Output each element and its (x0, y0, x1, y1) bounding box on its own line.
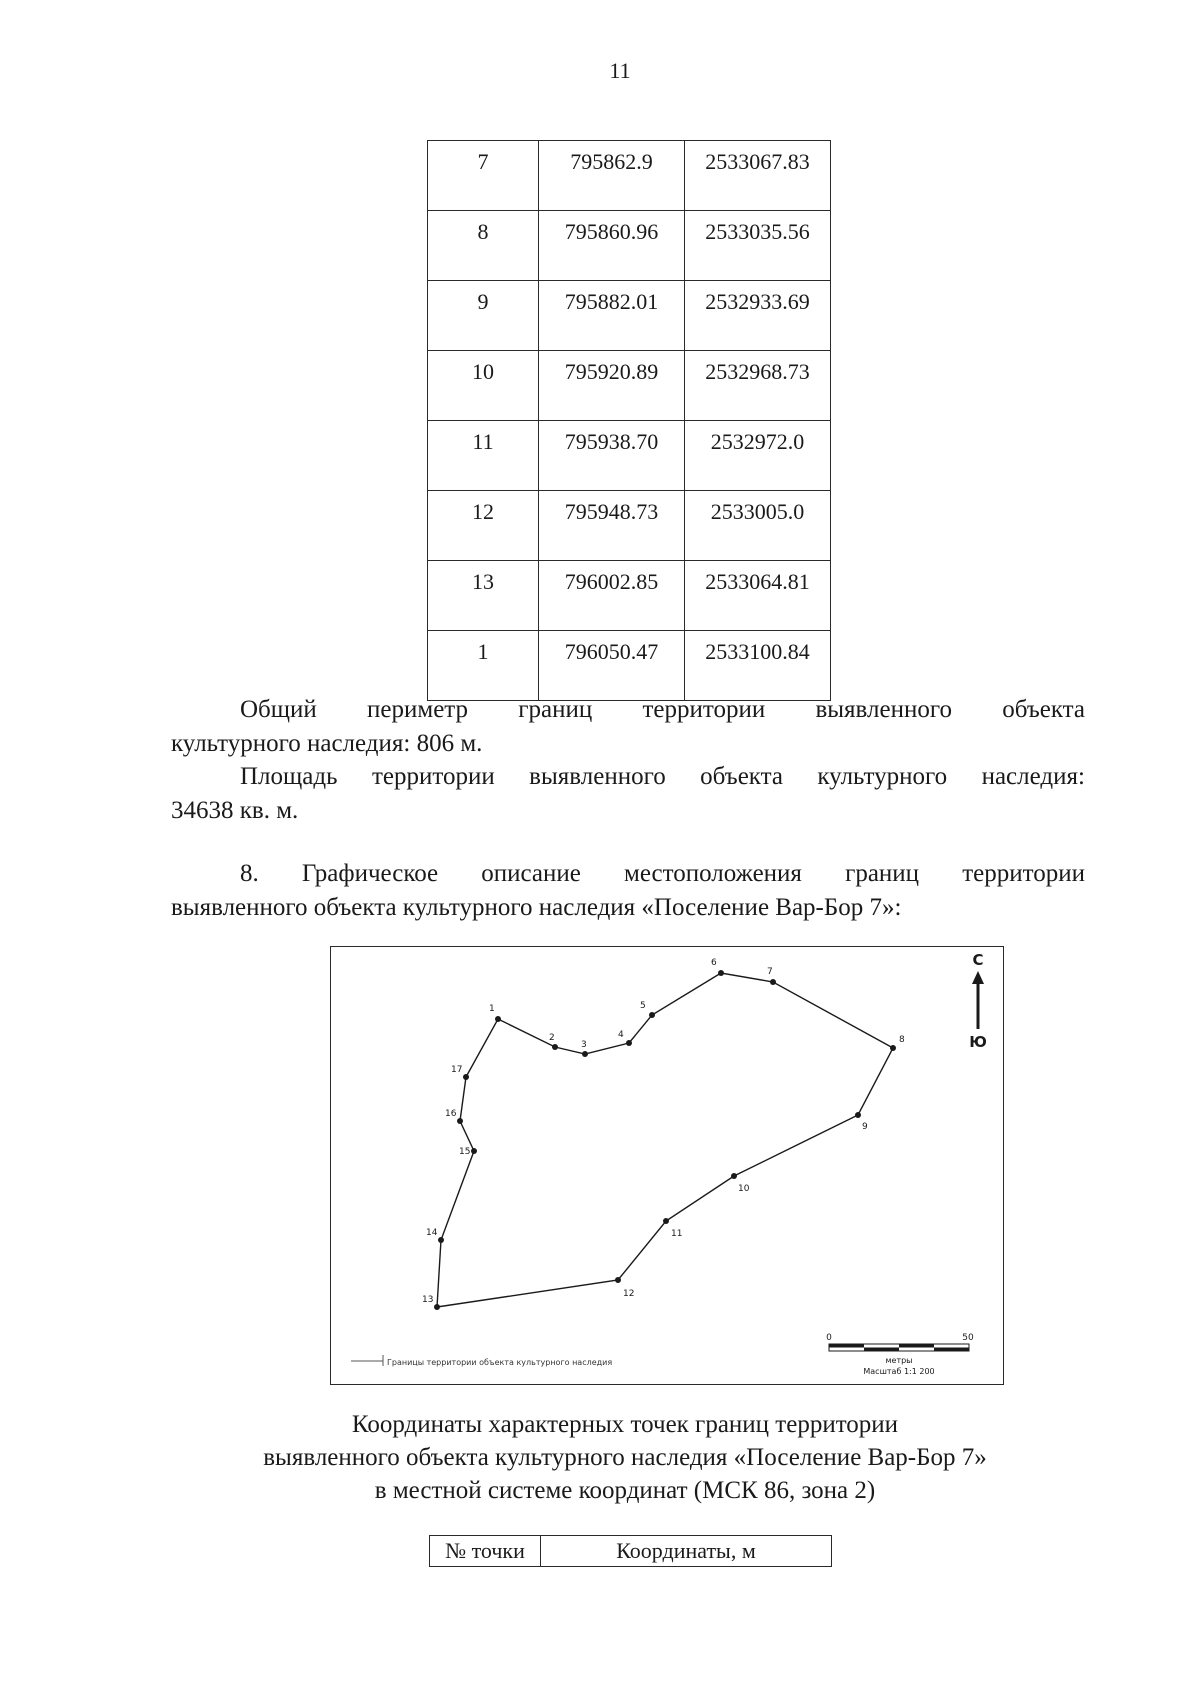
coordinates-header-table (429, 1535, 832, 1567)
boundary-point-label: 13 (422, 1295, 434, 1305)
boundary-point (770, 979, 776, 985)
coordinates-caption (170, 1408, 1080, 1507)
perimeter-line-1 (171, 693, 1085, 727)
word: культурного (817, 763, 948, 790)
boundary-point (434, 1304, 440, 1310)
point-number-cell: 9 (428, 281, 539, 351)
point-number-cell: 10 (428, 351, 539, 421)
table-row (428, 631, 831, 701)
boundary-point-label: 5 (640, 1001, 646, 1011)
table-row (428, 561, 831, 631)
x-coordinate-cell: 795948.73 (539, 491, 685, 561)
section-8-paragraph (171, 857, 1085, 925)
boundary-point (649, 1012, 655, 1018)
boundary-point-label: 4 (618, 1030, 624, 1040)
boundary-map (330, 946, 1004, 1385)
y-coordinate-cell: 2532933.69 (685, 281, 831, 351)
word: объекта (1002, 696, 1085, 723)
boundary-point-label: 12 (623, 1289, 635, 1299)
section-8-line-1 (171, 857, 1085, 891)
scale-ratio: Масштаб 1:1 200 (863, 1367, 935, 1376)
scale-unit: метры (885, 1356, 913, 1365)
y-coordinate-cell: 2532972.0 (685, 421, 831, 491)
boundary-point-label: 11 (671, 1229, 683, 1239)
point-number-cell: 1 (428, 631, 539, 701)
area-line-2: 34638 кв. м. (171, 797, 299, 824)
x-coordinate-cell: 795882.01 (539, 281, 685, 351)
boundary-points (422, 958, 905, 1310)
boundary-point (890, 1045, 896, 1051)
word: выявленного (529, 763, 666, 790)
word: Графическое (301, 860, 439, 887)
word: Общий (240, 696, 317, 723)
y-coordinate-cell: 2533100.84 (685, 631, 831, 701)
x-coordinate-cell: 795860.96 (539, 211, 685, 281)
boundary-point (731, 1173, 737, 1179)
boundary-point (615, 1277, 621, 1283)
word: границ (845, 860, 920, 887)
x-coordinate-cell: 795920.89 (539, 351, 685, 421)
north-label: С (972, 951, 984, 969)
word: выявленного (815, 696, 952, 723)
table-row (428, 141, 831, 211)
boundary-point (855, 1112, 861, 1118)
legend-text: Границы территории объекта культурного наследия (387, 1358, 613, 1367)
caption-line-1: Координаты характерных точек границ территории (351, 1411, 899, 1438)
boundary-point (718, 970, 724, 976)
word: местоположения (624, 860, 802, 887)
table-row (428, 351, 831, 421)
boundary-point-label: 10 (738, 1184, 750, 1194)
scale-bar (826, 1333, 974, 1376)
x-coordinate-cell: 796050.47 (539, 631, 685, 701)
table-row (428, 421, 831, 491)
boundary-point (626, 1040, 632, 1046)
page-number: 11 (609, 58, 631, 83)
word: описание (481, 860, 581, 887)
x-coordinate-cell: 795862.9 (539, 141, 685, 211)
caption-line-2: выявленного объекта культурного наследия «Поселение Вар-Бор 7» (263, 1444, 987, 1471)
x-coordinate-cell: 796002.85 (539, 561, 685, 631)
word: Площадь (240, 763, 338, 790)
y-coordinate-cell: 2533067.83 (685, 141, 831, 211)
perimeter-paragraph (171, 693, 1085, 761)
south-label: Ю (969, 1033, 987, 1051)
boundary-polygon (437, 973, 893, 1307)
point-number-cell: 7 (428, 141, 539, 211)
section-8-line-2: выявленного объекта культурного наследия «Поселение Вар-Бор 7»: (171, 894, 902, 921)
boundary-point-label: 8 (899, 1035, 905, 1045)
boundary-point-label: 7 (767, 967, 773, 977)
coordinates-header: Координаты, м (541, 1536, 832, 1567)
area-line-1 (171, 760, 1085, 794)
boundary-point-label: 6 (711, 958, 717, 968)
word: границ (518, 696, 593, 723)
boundary-point-label: 17 (451, 1065, 463, 1075)
word: 8. (240, 860, 259, 887)
boundary-point (457, 1118, 463, 1124)
word: наследия: (981, 763, 1085, 790)
y-coordinate-cell: 2533035.56 (685, 211, 831, 281)
boundary-point-label: 9 (862, 1122, 868, 1132)
boundary-point-label: 16 (445, 1109, 457, 1119)
table-row (428, 491, 831, 561)
word: территории (371, 763, 495, 790)
boundary-point-label: 1 (489, 1004, 495, 1014)
coordinates-table (427, 140, 831, 701)
y-coordinate-cell: 2533005.0 (685, 491, 831, 561)
x-coordinate-cell: 795938.70 (539, 421, 685, 491)
point-number-cell: 13 (428, 561, 539, 631)
boundary-point (471, 1148, 477, 1154)
perimeter-line-2: культурного наследия: 806 м. (171, 730, 483, 757)
word: территории (962, 860, 1085, 887)
point-number-cell: 11 (428, 421, 539, 491)
map-legend (351, 1355, 612, 1367)
boundary-point-label: 3 (581, 1040, 587, 1050)
point-number-cell: 12 (428, 491, 539, 561)
table-row (428, 281, 831, 351)
word: территории (642, 696, 766, 723)
boundary-point-label: 2 (549, 1033, 555, 1043)
scale-end: 50 (962, 1333, 974, 1343)
boundary-point (495, 1016, 501, 1022)
y-coordinate-cell: 2532968.73 (685, 351, 831, 421)
scale-start: 0 (826, 1333, 832, 1343)
boundary-point (463, 1074, 469, 1080)
word: объекта (700, 763, 783, 790)
table-row (428, 211, 831, 281)
boundary-point-label: 14 (426, 1228, 438, 1238)
boundary-point (663, 1218, 669, 1224)
boundary-point (552, 1044, 558, 1050)
north-arrow-icon (969, 951, 987, 1051)
point-number-header: № точки (430, 1536, 541, 1567)
boundary-point (582, 1051, 588, 1057)
area-paragraph (171, 760, 1085, 828)
word: периметр (367, 696, 469, 723)
caption-line-3: в местной системе координат (МСК 86, зона 2) (374, 1477, 876, 1504)
point-number-cell: 8 (428, 211, 539, 281)
boundary-point-label: 15 (459, 1147, 471, 1157)
y-coordinate-cell: 2533064.81 (685, 561, 831, 631)
boundary-point (438, 1237, 444, 1243)
